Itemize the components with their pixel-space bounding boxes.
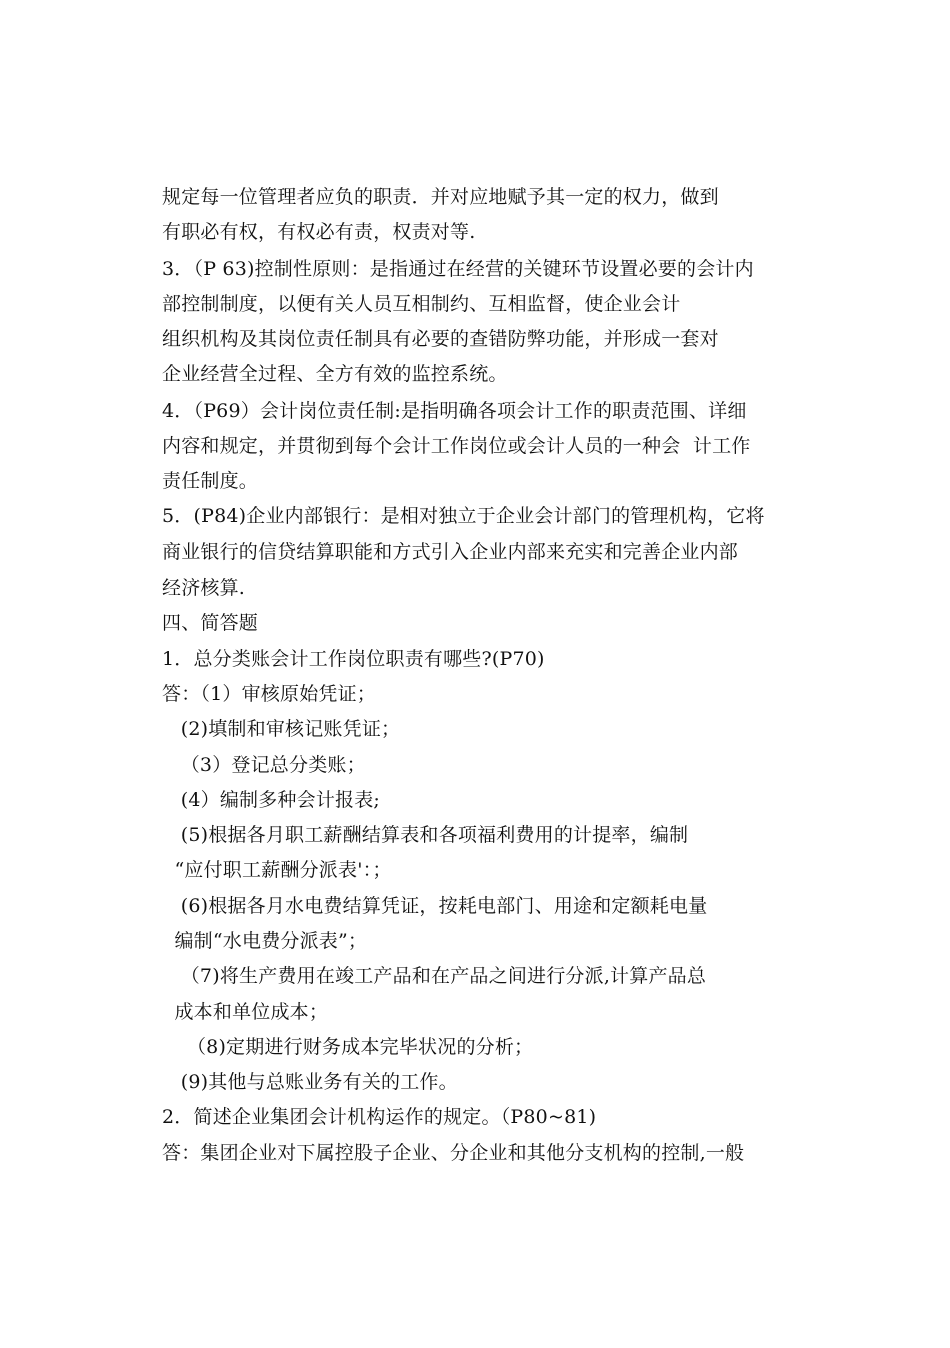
answer-line: （3）登记总分类账； <box>162 754 366 776</box>
text-line: 责任制度。 <box>162 470 259 492</box>
answer-line: “应付职工薪酬分派表'：； <box>162 859 392 881</box>
answer-line: (5)根据各月职工薪酬结算表和各项福利费用的计提率，编制 <box>162 824 689 846</box>
question: 1．总分类账会计工作岗位职责有哪些?(P70) <box>162 648 545 670</box>
question: 2．简述企业集团会计机构运作的规定。（P80~81) <box>162 1106 597 1128</box>
text-line: 组织机构及其岗位责任制具有必要的查错防弊功能，并形成一套对 <box>162 328 719 350</box>
answer-line: (2)填制和审核记账凭证； <box>162 718 401 740</box>
text-line: 3．（P 63)控制性原则：是指通过在经营的关键环节设置必要的会计内 <box>162 258 754 280</box>
answer-line: 答：集团企业对下属控股子企业、分企业和其他分支机构的控制,一般 <box>162 1142 745 1164</box>
text-line: 内容和规定，并贯彻到每个会计工作岗位或会计人员的一种会 计工作 <box>162 435 751 457</box>
text-line: 企业经营全过程、全方有效的监控系统。 <box>162 363 508 385</box>
text-line: 4．（P69）会计岗位责任制:是指明确各项会计工作的职责范围、详细 <box>162 400 747 422</box>
answer-line: 编制“水电费分派表”； <box>162 930 368 952</box>
answer-line: 成本和单位成本； <box>162 1001 329 1023</box>
answer-line: （8)定期进行财务成本完毕状况的分析； <box>162 1036 534 1058</box>
answer-line: 答：（1）审核原始凭证； <box>162 683 376 705</box>
text-line: 有职必有权，有权必有责，权责对等. <box>162 221 476 243</box>
text-line: 经济核算. <box>162 577 246 599</box>
text-line: 规定每一位管理者应负的职责．并对应地赋予其一定的权力，做到 <box>162 186 719 208</box>
answer-line: (9)其他与总账业务有关的工作。 <box>162 1071 458 1093</box>
answer-line: (4）编制多种会计报表; <box>162 789 381 811</box>
answer-line: (6)根据各月水电费结算凭证，按耗电部门、用途和定额耗电量 <box>162 895 708 917</box>
text-line: 部控制制度，以便有关人员互相制约、互相监督，使企业会计 <box>162 293 681 315</box>
section-heading: 四、简答题 <box>162 612 259 634</box>
text-line: 5．(P84)企业内部银行：是相对独立于企业会计部门的管理机构，它将 <box>162 505 765 527</box>
answer-line: （7)将生产费用在竣工产品和在产品之间进行分派,计算产品总 <box>162 965 707 987</box>
text-line: 商业银行的信贷结算职能和方式引入企业内部来充实和完善企业内部 <box>162 541 739 563</box>
